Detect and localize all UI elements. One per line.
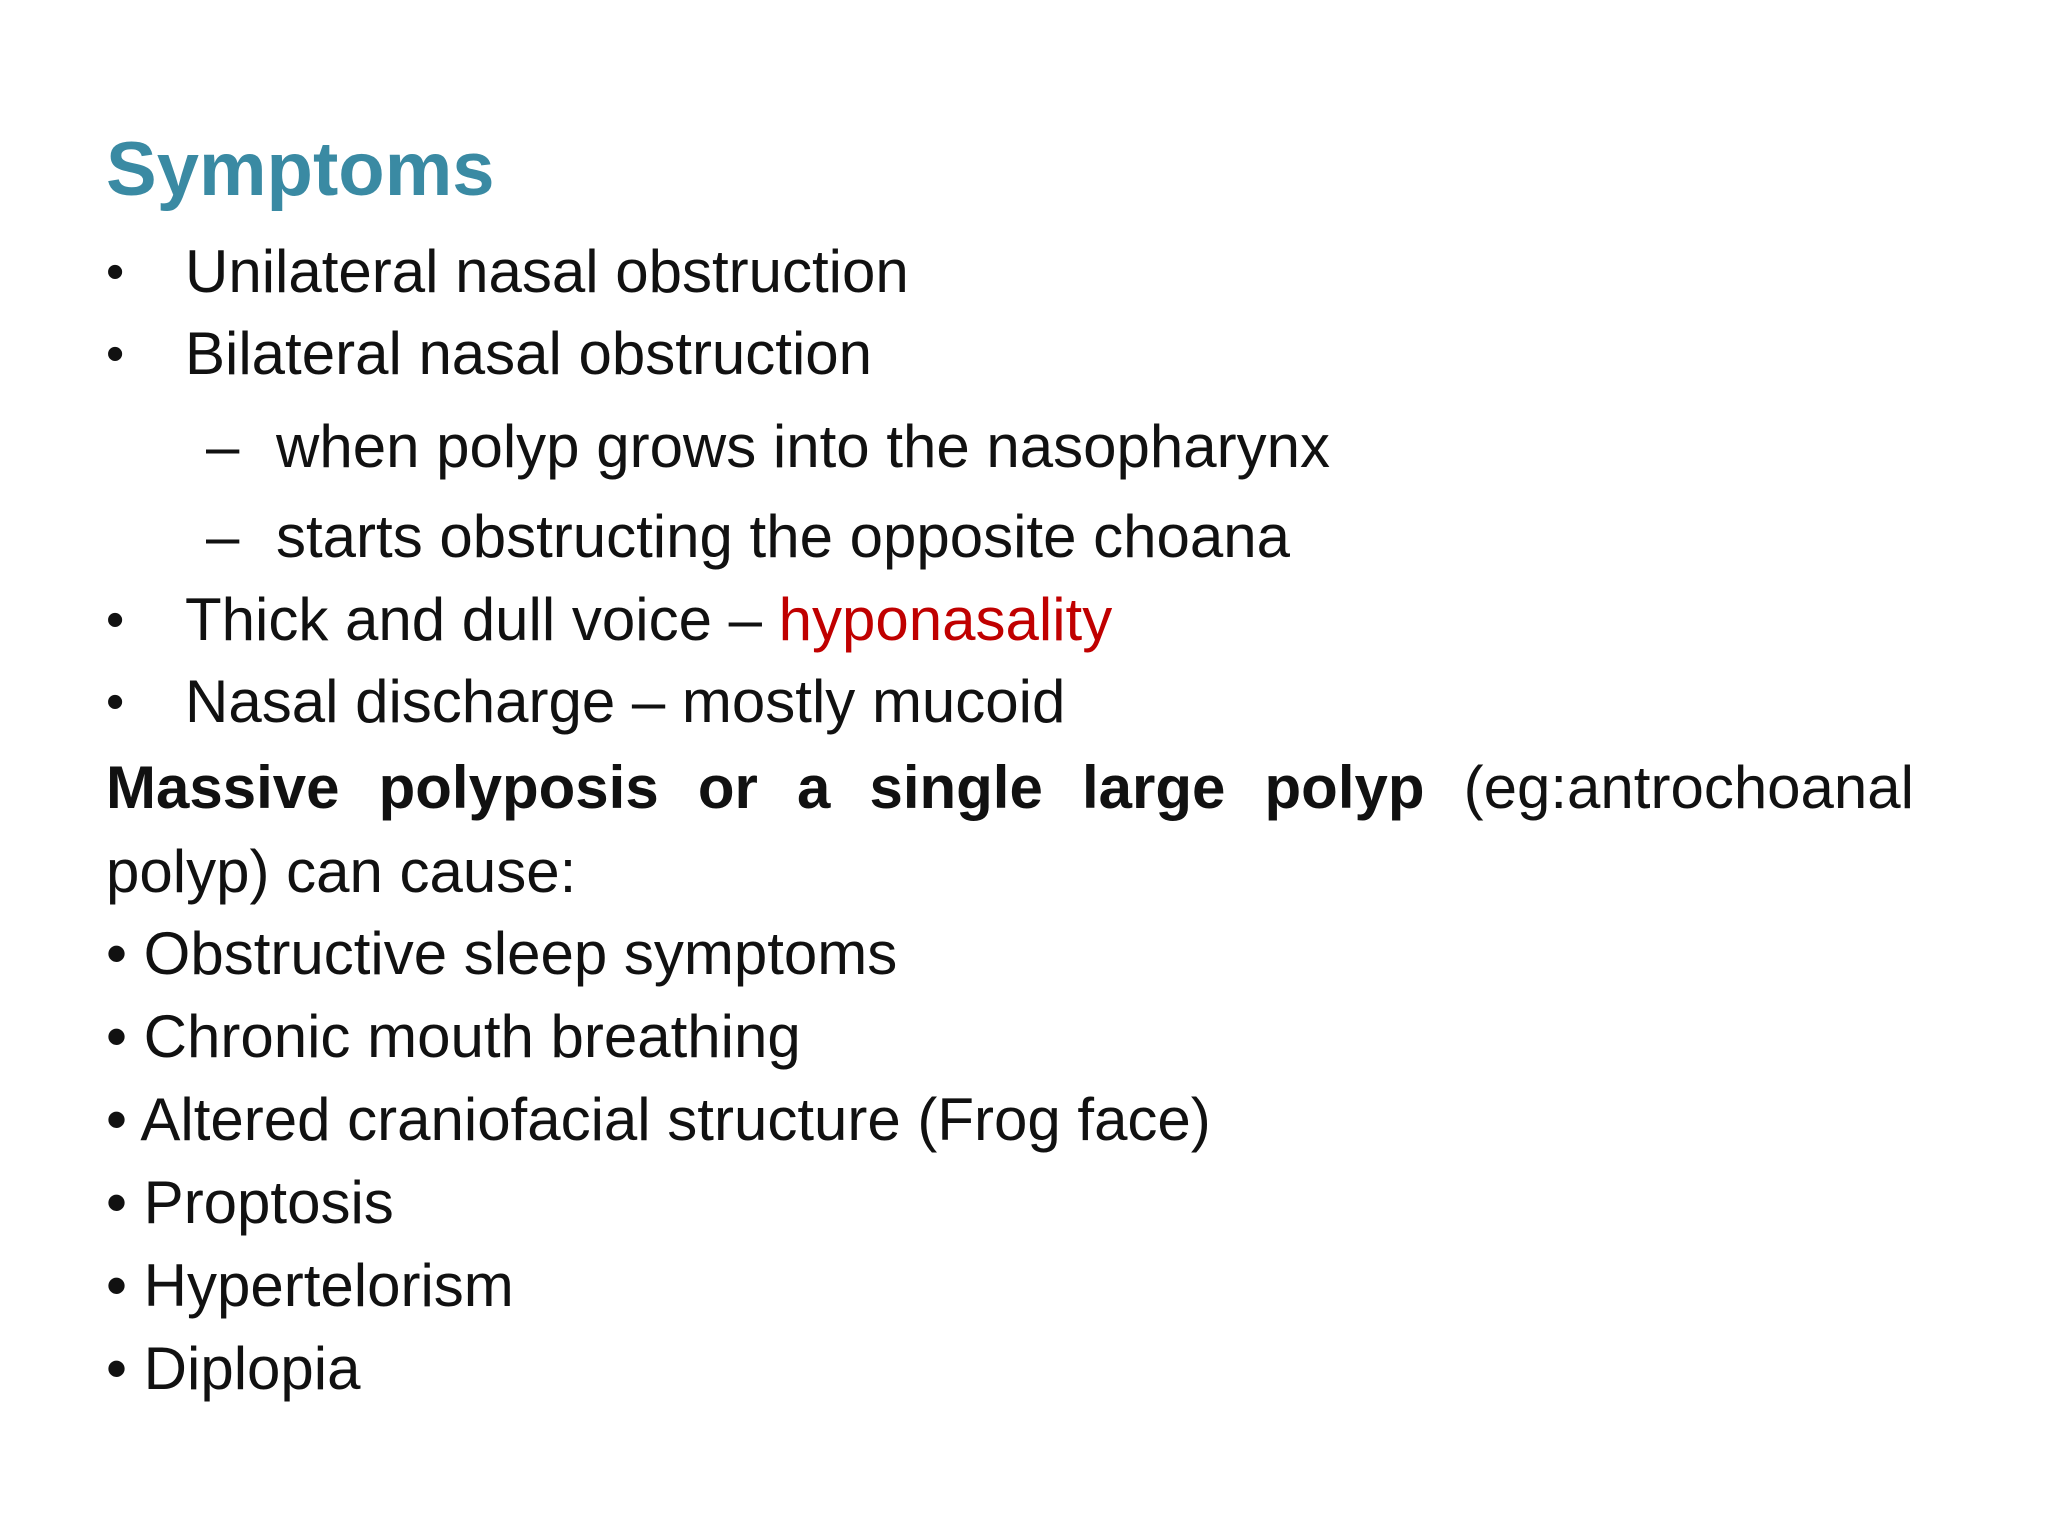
sub-bullet-marker: – [206, 413, 240, 480]
paragraph-bold: Massive polyposis or a single large polyp [106, 754, 1425, 821]
cause-item-hypertelorism: • Hypertelorism [106, 1252, 514, 1319]
bullet-marker: • [106, 673, 125, 731]
sub-bullet-marker: – [206, 503, 240, 570]
bullet-voice [185, 580, 1112, 660]
bullet-voice-text: Thick and dull voice – [185, 586, 779, 653]
cause-item-diplopia: • Diplopia [106, 1335, 361, 1402]
slide-title: Symptoms [106, 127, 495, 212]
sub-bullet-nasopharynx: when polyp grows into the nasopharynx [276, 413, 1330, 480]
hyponasality-highlight: hyponasality [778, 586, 1113, 653]
bullet-marker: • [106, 243, 125, 301]
massive-polyposis-paragraph [106, 746, 1914, 914]
paragraph-rest-2: polyp) can cause: [106, 838, 577, 905]
bullet-bilateral-obstruction: Bilateral nasal obstruction [185, 320, 873, 387]
sub-bullet-opposite-choana: starts obstructing the opposite choana [276, 503, 1290, 570]
cause-item-proptosis: • Proptosis [106, 1169, 394, 1236]
cause-item-craniofacial: • Altered craniofacial structure (Frog face) [106, 1086, 1211, 1153]
bullet-nasal-discharge: Nasal discharge – mostly mucoid [185, 668, 1066, 735]
cause-item-mouth-breathing: • Chronic mouth breathing [106, 1003, 801, 1070]
bullet-marker: • [106, 325, 125, 383]
bullet-marker: • [106, 591, 125, 649]
cause-item-sleep: • Obstructive sleep symptoms [106, 920, 898, 987]
paragraph-rest-1: (eg:antrochoanal [1424, 754, 1914, 821]
bullet-unilateral-obstruction: Unilateral nasal obstruction [185, 238, 909, 305]
